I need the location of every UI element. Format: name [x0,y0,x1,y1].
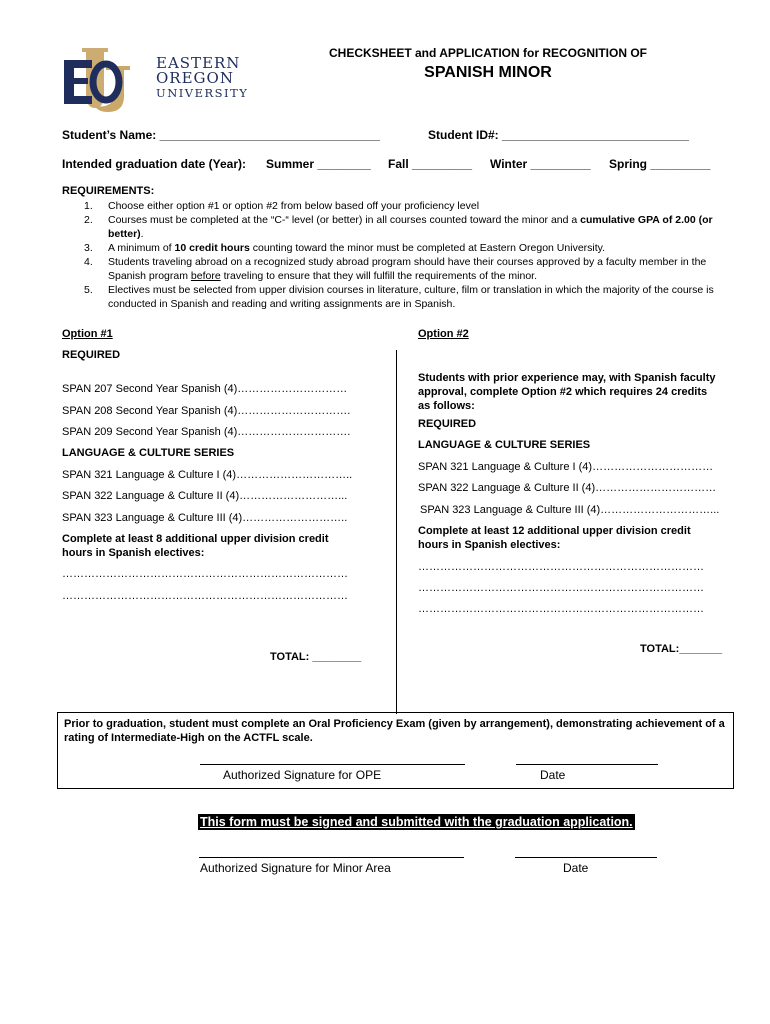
option2-series-title: LANGUAGE & CULTURE SERIES [418,439,591,451]
eou-logo-text: EASTERN OREGON UNIVERSITY [156,54,249,100]
option1-elective-blank[interactable]: …………………………………………………………………… [62,568,348,580]
eou-logo-mark [62,46,132,114]
requirement-item: 4. Students traveling abroad on a recognized study abroad program should have their courses approved by a faculty member in the Spanish program before traveling to ensure that they will fulfill the requirements of the minor. [84,256,707,282]
option2-total-field[interactable]: TOTAL:_______ [640,643,723,655]
option2-title: Option #2 [418,328,469,340]
requirement-item: 3. A minimum of 10 credit hours counting toward the minor must be completed at Eastern Oregon University. [84,242,606,254]
option2-course-321[interactable]: SPAN 321 Language & Culture I (4)…………………………… [418,461,714,473]
ope-signature-line[interactable] [200,764,465,765]
grad-date-label: Intended graduation date (Year): [62,157,247,171]
option2-course-323[interactable]: SPAN 323 Language & Culture III (4)…………………………... [420,504,720,516]
option2-electives-label: Complete at least 12 additional upper division credit hours in Spanish electives: [418,525,691,551]
option1-course-322[interactable]: SPAN 322 Language & Culture II (4)………………………... [62,490,348,502]
requirements-list [62,199,726,311]
option1-total-field[interactable]: TOTAL: ________ [270,651,362,663]
grad-spring-field[interactable]: Spring _________ [609,157,711,171]
column-divider [396,350,397,714]
form-subtitle: SPANISH MINOR [424,64,552,81]
option2-elective-blank[interactable]: …………………………………………………………………… [418,582,704,594]
ope-text: Prior to graduation, student must complete an Oral Proficiency Exam (given by arrangement), demonstrating achievement of a rating of Intermediate-High on the ACTFL scale. [64,718,725,744]
option1-course-209[interactable]: SPAN 209 Second Year Spanish (4)…………………………. [62,426,351,438]
student-name-field[interactable]: Student’s Name: _________________________________ [62,128,380,142]
requirement-item: 5. Electives must be selected from upper division courses in literature, culture, film or translation in which the majority of the course is conducted in Spanish and reading and writing assignments are in Spanish. [84,284,714,310]
requirement-item: 2. Courses must be completed at the “C-“ level (or better) in all courses counted toward the minor and a cumulative GPA of 2.00 (or better). [84,214,713,240]
option2-course-322[interactable]: SPAN 322 Language & Culture II (4)…………………………… [418,482,717,494]
option2-required-label: REQUIRED [418,418,477,430]
minor-date-label: Date [563,861,589,875]
form-title: CHECKSHEET and APPLICATION for RECOGNITION OF [328,46,647,60]
option1-course-208[interactable]: SPAN 208 Second Year Spanish (4)…………………………. [62,405,351,417]
minor-signature-label: Authorized Signature for Minor Area [200,861,391,875]
option1-course-323[interactable]: SPAN 323 Language & Culture III (4)……………………….. [62,512,348,524]
requirement-item: 1. Choose either option #1 or option #2 from below based off your proficiency level [84,200,480,212]
minor-signature-line[interactable] [199,857,464,858]
option2-intro: Students with prior experience may, with Spanish faculty approval, complete Option #2 which requires 24 credits as follows: [418,372,716,412]
option1-electives-label: Complete at least 8 additional upper division credit hours in Spanish electives: [62,533,329,559]
requirements-heading: REQUIREMENTS: [62,185,155,197]
option1-course-207[interactable]: SPAN 207 Second Year Spanish (4)………………………… [62,383,348,395]
ope-signature-label: Authorized Signature for OPE [223,768,382,782]
student-id-field[interactable]: Student ID#: ____________________________ [428,128,689,142]
submission-notice: This form must be signed and submitted with the graduation application. [200,815,633,829]
option2-elective-blank[interactable]: …………………………………………………………………… [418,603,704,615]
grad-summer-field[interactable]: Summer ________ [266,157,371,171]
eou-logo [62,46,249,114]
option1-series-title: LANGUAGE & CULTURE SERIES [62,447,235,459]
option1-course-321[interactable]: SPAN 321 Language & Culture I (4)………………………….. [62,469,353,481]
grad-winter-field[interactable]: Winter _________ [490,157,591,171]
grad-fall-field[interactable]: Fall _________ [388,157,473,171]
minor-date-line[interactable] [515,857,657,858]
ope-date-line[interactable] [516,764,658,765]
option1-elective-blank[interactable]: …………………………………………………………………… [62,590,348,602]
option1-required-label: REQUIRED [62,349,121,361]
option2-elective-blank[interactable]: …………………………………………………………………… [418,561,704,573]
ope-box [57,712,734,789]
ope-date-label: Date [540,768,566,782]
option1-title: Option #1 [62,328,113,340]
